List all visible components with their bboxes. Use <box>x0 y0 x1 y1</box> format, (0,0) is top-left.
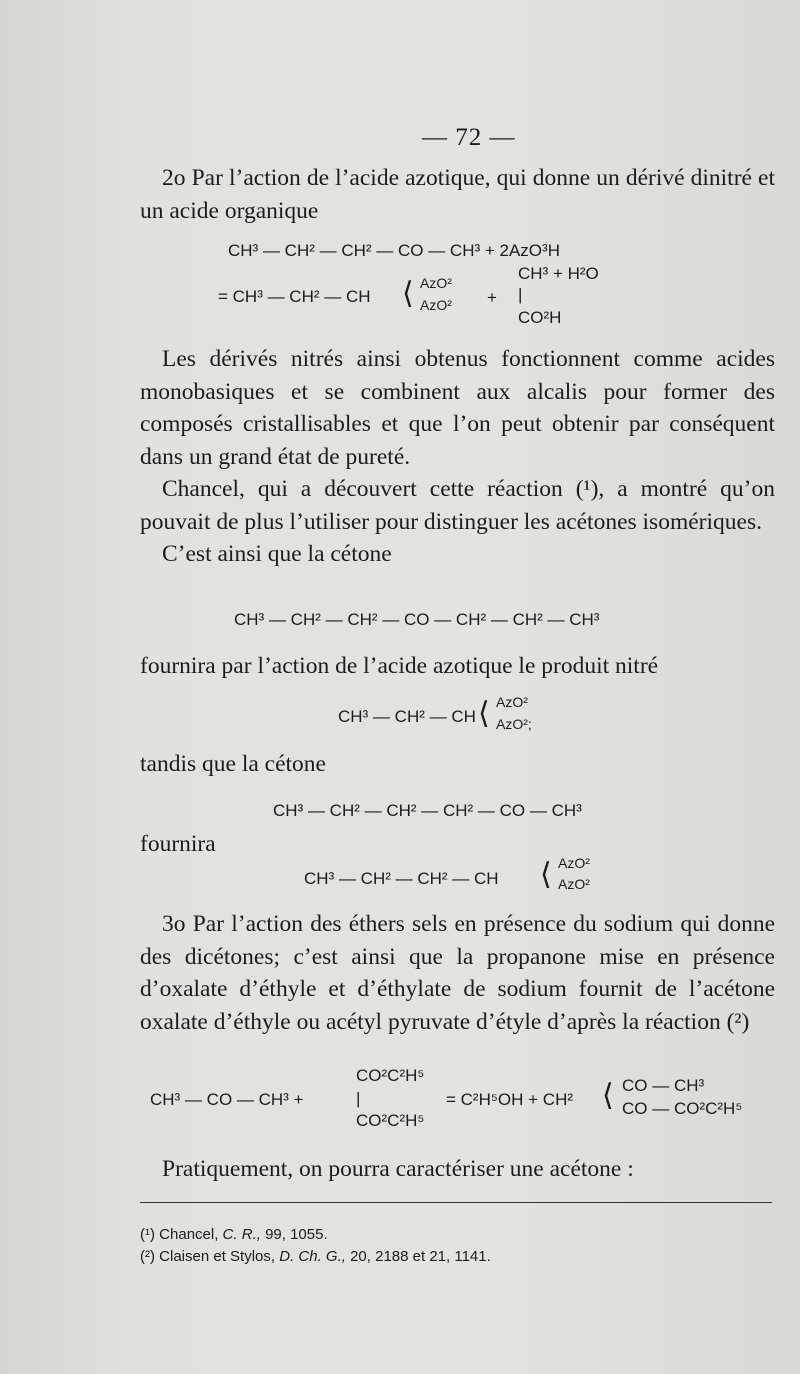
bond-bar: | <box>518 285 523 304</box>
paragraph-fournira: fournira <box>140 831 216 857</box>
equation-5-branch-bottom: AzO² <box>558 876 590 892</box>
footnote-rule <box>140 1202 772 1203</box>
footnote-2: (²) Claisen et Stylos, D. Ch. G., 20, 2188 et 21, 1141. <box>140 1248 491 1265</box>
equation-1-line-1: CH³ — CH² — CH² — CO — CH³ + 2AzO³H <box>228 241 560 260</box>
footnote-1: (¹) Chancel, C. R., 99, 1055. <box>140 1226 328 1243</box>
branch-bracket: ⟨ <box>402 276 414 311</box>
equation-6-right-bottom: CO — CO²C²H⁵ <box>622 1099 743 1118</box>
equation-1-branch-top: AzO² <box>420 275 452 291</box>
equation-3-branch-bottom: AzO²; <box>496 716 532 732</box>
equation-1-right-bottom: CO²H <box>518 308 562 327</box>
equation-2: CH³ — CH² — CH² — CO — CH² — CH² — CH³ <box>234 610 600 629</box>
equation-6-bar: | <box>356 1089 361 1108</box>
text-block-1: Les dérivés nitrés ainsi obtenus fonctionnent comme acides monobasiques et se combinent aux alcalis pour former des composés cristallisables et que l’on peut obtenir par conséquent dans un grand état de pureté. Chancel, qui a découvert cette réaction (¹), a montré qu’on pouvait de plus l’utiliser pour distinguer les acétones isomériques. C’est ainsi que la cétone <box>140 346 775 567</box>
equation-4: CH³ — CH² — CH² — CH² — CO — CH³ <box>273 801 582 820</box>
paragraph-pratiquement: Pratiquement, on pourra caractériser une acétone : <box>162 1156 634 1182</box>
paragraph-nitro-product: fournira par l’action de l’acide azotique le produit nitré <box>140 653 659 679</box>
paragraph-tandis: tandis que la cétone <box>140 751 326 777</box>
page-number: — 72 — <box>422 124 516 151</box>
equation-5-branch-top: AzO² <box>558 855 590 871</box>
equation-6-bottom: CO²C²H⁵ <box>356 1111 425 1130</box>
equation-3-left: CH³ — CH² — CH <box>338 707 476 726</box>
equation-3-branch-top: AzO² <box>496 694 528 710</box>
equation-1-branch-bottom: AzO² <box>420 297 452 313</box>
equation-5-left: CH³ — CH² — CH² — CH <box>304 869 499 888</box>
paragraph-nitric-acid: 2o Par l’action de l’acide azotique, qui donne un dérivé dinitré et un acide organique <box>140 165 775 224</box>
equation-1-plus: + <box>487 288 497 307</box>
equation-1-left: = CH³ — CH² — CH <box>218 287 371 306</box>
equation-6-top: CO²C²H⁵ <box>356 1066 425 1085</box>
equation-6-right-top: CO — CH³ <box>622 1076 705 1095</box>
equation-1-right-top: CH³ + H²O <box>518 264 599 283</box>
branch-bracket: ⟨ <box>602 1078 614 1113</box>
branch-bracket: ⟨ <box>540 857 552 892</box>
paragraph-ethers: 3o Par l’action des éthers sels en présence du sodium qui donne des dicétones; c’est ainsi que la propanone mise en présence d’oxalate d’éthyle et d’éthylate de sodium fournit de l’acétone oxalate d’éthyle ou acétyl pyruvate d’étyle d’après la réaction (²) <box>140 911 775 1035</box>
equation-6-left: CH³ — CO — CH³ + <box>150 1090 304 1109</box>
branch-bracket: ⟨ <box>478 696 490 731</box>
equation-6-mid: = C²H⁵OH + CH² <box>446 1090 574 1109</box>
